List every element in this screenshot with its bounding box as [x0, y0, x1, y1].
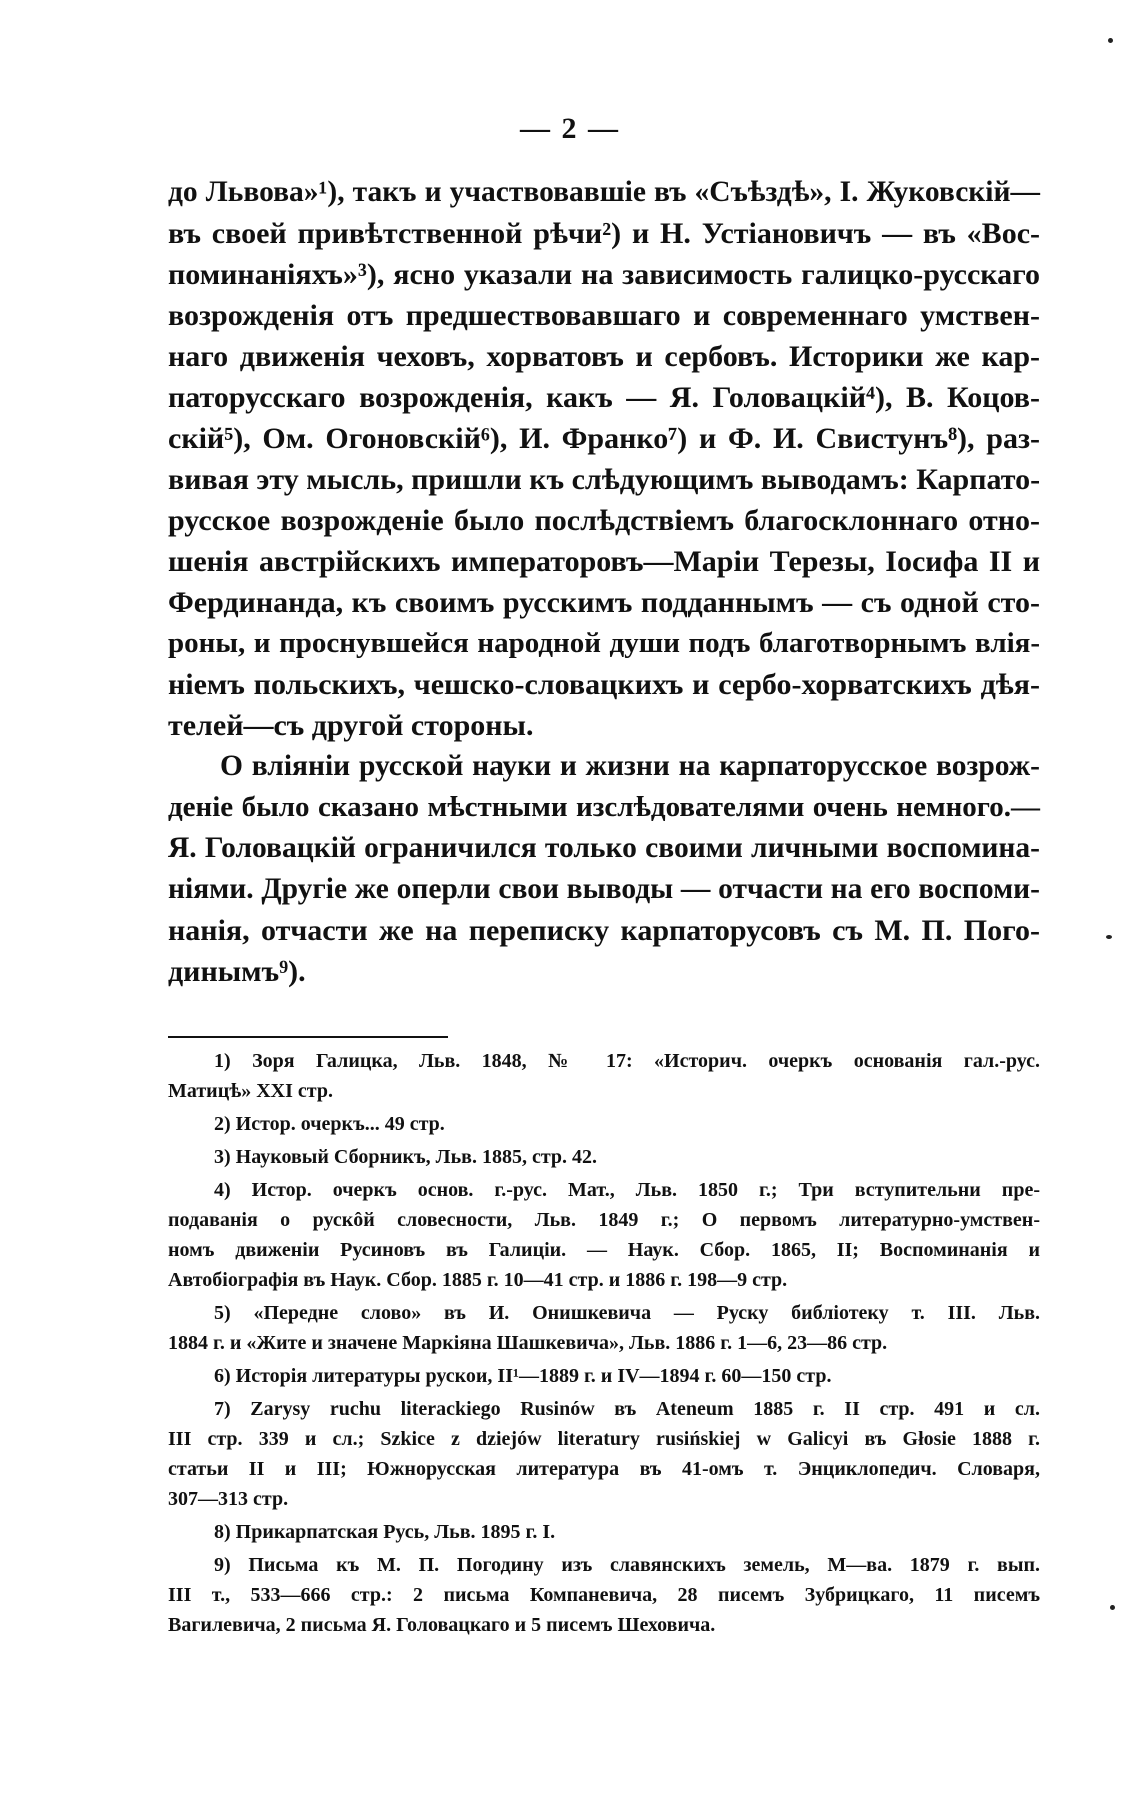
- footnote-3: [168, 1142, 1040, 1172]
- text-line: русское возрожденіе было послѣдствіемъ благосклоннаго отно-: [168, 504, 1040, 537]
- footnote-line: 3) Науковый Сборникъ, Льв. 1885, стр. 42.: [214, 1146, 598, 1168]
- page-number: — 2 —: [520, 112, 620, 145]
- footnote-line: 8) Прикарпатская Русь, Льв. 1895 г. I.: [214, 1521, 556, 1543]
- footnote-line: 4) Истор. очеркъ основ. г.-рус. Мат., Льв. 1850 г.; Три вступительни пре-: [214, 1179, 1040, 1201]
- text-line: Я. Головацкій ограничился только своими личными воспомина-: [168, 832, 1040, 864]
- text-line: вивая эту мысль, пришли къ слѣдующимъ выводамъ: Карпато-: [168, 463, 1041, 496]
- main-text: [168, 172, 1040, 992]
- paragraph-2: [168, 746, 1040, 992]
- text-line: ніями. Другіе же оперли свои выводы — отчасти на его воспоми-: [168, 873, 1040, 905]
- text-line: скій⁵), Ом. Огоновскій⁶), И. Франко⁷) и Ф. И. Свистунъ⁸), раз-: [168, 422, 1040, 455]
- text-line: до Львова»¹), такъ и участвовавшіе въ «Съѣздѣ», І. Жуковскій—: [168, 176, 1040, 208]
- footnote-line: III т., 533—666 стр.: 2 письма Компаневича, 28 писемъ Зубрицкаго, 11 писемъ: [168, 1584, 1040, 1606]
- text-line: ніемъ польскихъ, чешско-словацкихъ и сербо-хорватскихъ дѣя-: [168, 668, 1040, 701]
- footnote-line: статьи II и III; Южнорусская литература въ 41-омъ т. Энциклопедич. Словаря,: [168, 1458, 1040, 1480]
- footnote-4: [168, 1175, 1040, 1295]
- print-speck: [1106, 935, 1112, 939]
- footnote-9: [168, 1550, 1040, 1640]
- footnote-line: 5) «Передне слово» въ И. Онишкевича — Руску библіотеку т. III. Льв.: [214, 1302, 1040, 1324]
- footnote-6: [168, 1361, 1040, 1391]
- paragraph-1: [168, 172, 1040, 746]
- footnote-line: 2) Истор. очеркъ... 49 стр.: [214, 1113, 445, 1135]
- footnote-line: 9) Письма къ М. П. Погодину изъ славянскихъ земель, М—ва. 1879 г. вып.: [214, 1554, 1040, 1576]
- text-line: въ своей привѣтственной рѣчи²) и Н. Устіановичъ — въ «Вос-: [168, 217, 1040, 250]
- footnote-8: [168, 1517, 1040, 1547]
- text-line: нанія, отчасти же на переписку карпаторусовъ съ М. П. Пого-: [168, 914, 1040, 947]
- text-line: динымъ⁹).: [168, 955, 306, 988]
- footnote-line: 7) Zarysy ruchu literackiego Rusinów въ Ateneum 1885 г. II стр. 491 и сл.: [214, 1398, 1040, 1420]
- footnote-line: Матицѣ» XXI стр.: [168, 1080, 333, 1102]
- footnote-line: 1884 г. и «Жите и значене Маркіяна Шашкевича», Льв. 1886 г. 1—6, 23—86 стр.: [168, 1332, 888, 1354]
- text-line: телей—съ другой стороны.: [168, 709, 534, 742]
- text-line: деніе было сказано мѣстными изслѣдователями очень немного.—: [168, 791, 1040, 823]
- footnote-1: [168, 1046, 1040, 1106]
- text-line: наго движенія чеховъ, хорватовъ и сербовъ. Историки же кар-: [168, 340, 1040, 373]
- text-line: паторусскаго возрожденія, какъ — Я. Головацкій⁴), В. Коцов-: [168, 381, 1040, 414]
- footnote-line: III стр. 339 и сл.; Szkice z dziejów literatury rusińskiej w Galicyi въ Głosie 1888 г.: [168, 1428, 1040, 1450]
- text-line: поминаніяхъ»³), ясно указали на зависимость галицко-русскаго: [168, 258, 1040, 291]
- footnote-divider: [168, 1036, 448, 1038]
- footnote-line: Автобіографія въ Наук. Сбор. 1885 г. 10—41 стр. и 1886 г. 198—9 стр.: [168, 1269, 788, 1291]
- footnote-line: 307—313 стр.: [168, 1488, 289, 1510]
- footnote-line: номъ движеніи Русиновъ въ Галиціи. — Наук. Сбор. 1865, II; Воспоминанія и: [168, 1239, 1040, 1261]
- footnote-5: [168, 1298, 1040, 1358]
- footnote-line: подаванія о рускôй словесности, Льв. 1849 г.; О первомъ литературно-умствен-: [168, 1209, 1040, 1231]
- footnote-line: 6) Исторія литературы рускои, II¹—1889 г. и IV—1894 г. 60—150 стр.: [214, 1365, 832, 1387]
- footnote-line: Вагилевича, 2 письма Я. Головацкаго и 5 писемъ Шеховича.: [168, 1614, 716, 1636]
- print-speck: [1108, 38, 1113, 43]
- text-line: возрожденія отъ предшествовавшаго и современнаго умствен-: [168, 299, 1040, 332]
- print-speck: [1110, 1605, 1115, 1610]
- footnote-line: 1) Зоря Галицка, Льв. 1848, № 17: «Историч. очеркъ основанія гал.-рус.: [214, 1050, 1040, 1072]
- text-line: шенія австрійскихъ императоровъ—Маріи Терезы, Іосифа II и: [168, 545, 1040, 578]
- footnote-2: [168, 1109, 1040, 1139]
- text-line: О вліяніи русской науки и жизни на карпаторусское возрож-: [220, 750, 1040, 782]
- footnote-7: [168, 1394, 1040, 1514]
- text-line: Фердинанда, къ своимъ русскимъ подданнымъ — съ одной сто-: [168, 586, 1040, 619]
- footnotes: [168, 1046, 1040, 1640]
- text-line: роны, и проснувшейся народной души подъ благотворнымъ влія-: [168, 627, 1040, 659]
